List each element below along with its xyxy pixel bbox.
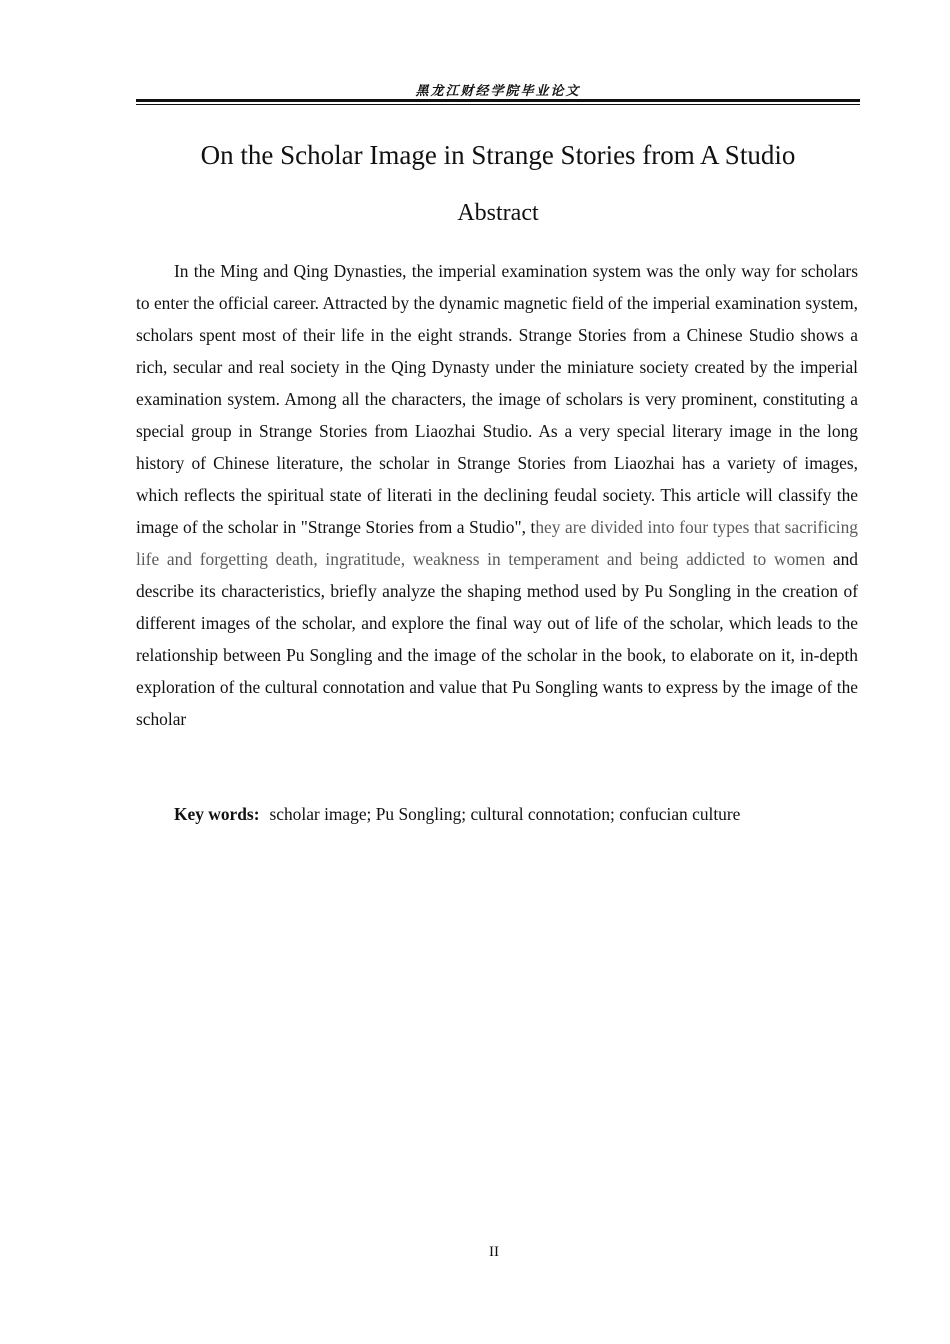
abstract-text-highlight: hey are divided into four types that sacrificing life and forgetting death, ingratitude, weakness in temperament and being addicted to women: [136, 517, 858, 569]
abstract-text-end: and describe its characteristics, briefly analyze the shaping method used by Pu Songling in the creation of different images of the scholar, and explore the final way out of life of the scholar, which leads to the relationship between Pu Songling and the image of the scholar in the book, to elaborate on it, in-depth exploration of the cultural connotation and value that Pu Songling wants to express by the image of the scholar: [136, 549, 858, 729]
keywords-line: [174, 798, 860, 830]
paper-title: On the Scholar Image in Strange Stories from A Studio: [200, 140, 796, 170]
page-number: II: [489, 1244, 499, 1260]
running-header: 黑龙江财经学院毕业论文: [415, 84, 581, 99]
keywords-label: Key words:: [174, 804, 260, 824]
header-double-rule: [136, 99, 860, 105]
abstract-heading: Abstract: [457, 200, 539, 226]
abstract-text-main: In the Ming and Qing Dynasties, the imperial examination system was the only way for scholars to enter the official career. Attracted by the dynamic magnetic field of the imperial examination system, scholars spent most of their life in the eight strands. Strange Stories from a Chinese Studio shows a rich, secular and real society in the Qing Dynasty under the miniature society created by the imperial examination system. Among all the characters, the image of scholars is very prominent, constituting a special group in Strange Stories from Liaozhai Studio. As a very special literary image in the long history of Chinese literature, the scholar in Strange Stories from Liaozhai has a variety of images, which reflects the spiritual state of literati in the declining feudal society. This article will classify the image of the scholar in "Strange Stories from a Studio", t: [136, 261, 858, 537]
abstract-body: [136, 255, 858, 735]
keywords-value: scholar image; Pu Songling; cultural connotation; confucian culture: [269, 804, 741, 824]
